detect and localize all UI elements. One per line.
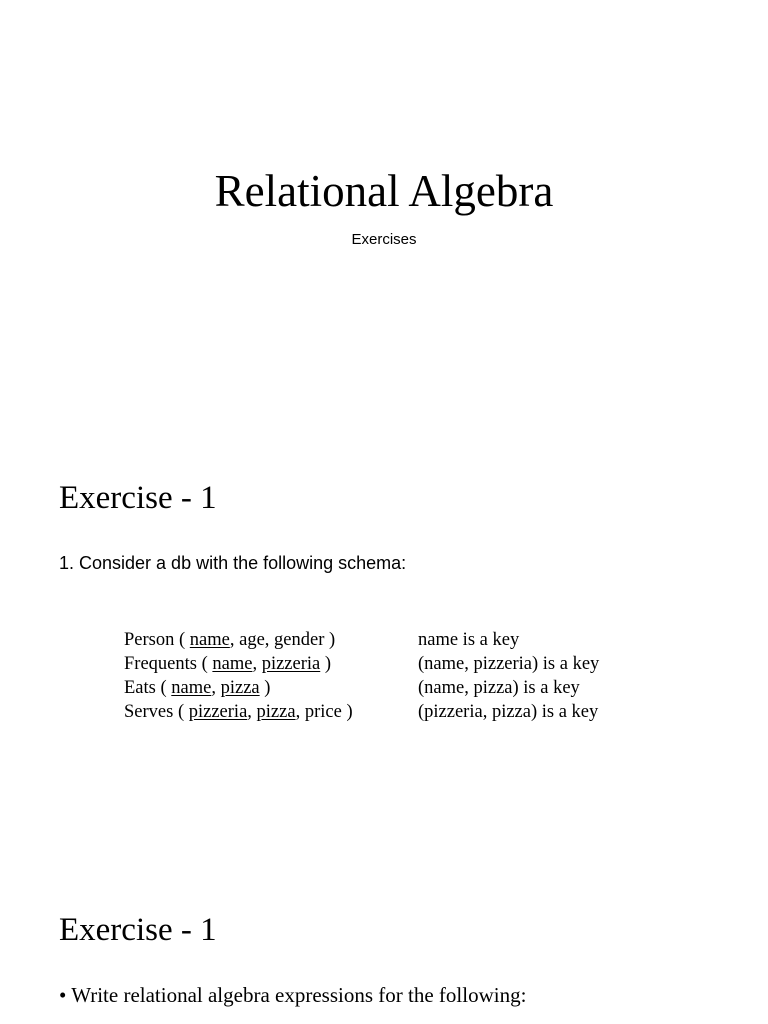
relation-name: Eats bbox=[124, 678, 156, 698]
page-title: Relational Algebra bbox=[214, 166, 554, 216]
key-attribute: pizza bbox=[220, 678, 260, 698]
key-attribute: name bbox=[212, 654, 253, 674]
bullet-text: Write relational algebra expressions for the following: bbox=[71, 983, 527, 1007]
attribute: age bbox=[239, 630, 265, 650]
key-note: (pizzeria, pizza) is a key bbox=[418, 702, 599, 722]
key-note: (name, pizzeria) is a key bbox=[418, 654, 600, 674]
key-attribute: pizza bbox=[256, 702, 296, 722]
page-subtitle: Exercises bbox=[351, 231, 417, 248]
exercise-heading: Exercise - 1 bbox=[59, 912, 217, 948]
relation-name: Serves bbox=[124, 702, 174, 722]
key-attribute: pizzeria bbox=[261, 654, 321, 674]
exercise-intro: 1. Consider a db with the following schema: bbox=[59, 553, 407, 573]
attribute: gender bbox=[274, 630, 325, 650]
bullet-item bbox=[59, 982, 526, 1008]
key-note: name is a key bbox=[418, 630, 520, 650]
key-attribute: name bbox=[189, 630, 230, 650]
attribute: price bbox=[304, 702, 342, 722]
relation-name: Person bbox=[124, 630, 175, 650]
exercise-heading: Exercise - 1 bbox=[59, 480, 217, 516]
key-attribute: pizzeria bbox=[188, 702, 248, 722]
relation-name: Frequents bbox=[124, 654, 197, 674]
key-attribute: name bbox=[171, 678, 212, 698]
key-note: (name, pizza) is a key bbox=[418, 678, 580, 698]
bullet-icon: • bbox=[59, 983, 67, 1007]
